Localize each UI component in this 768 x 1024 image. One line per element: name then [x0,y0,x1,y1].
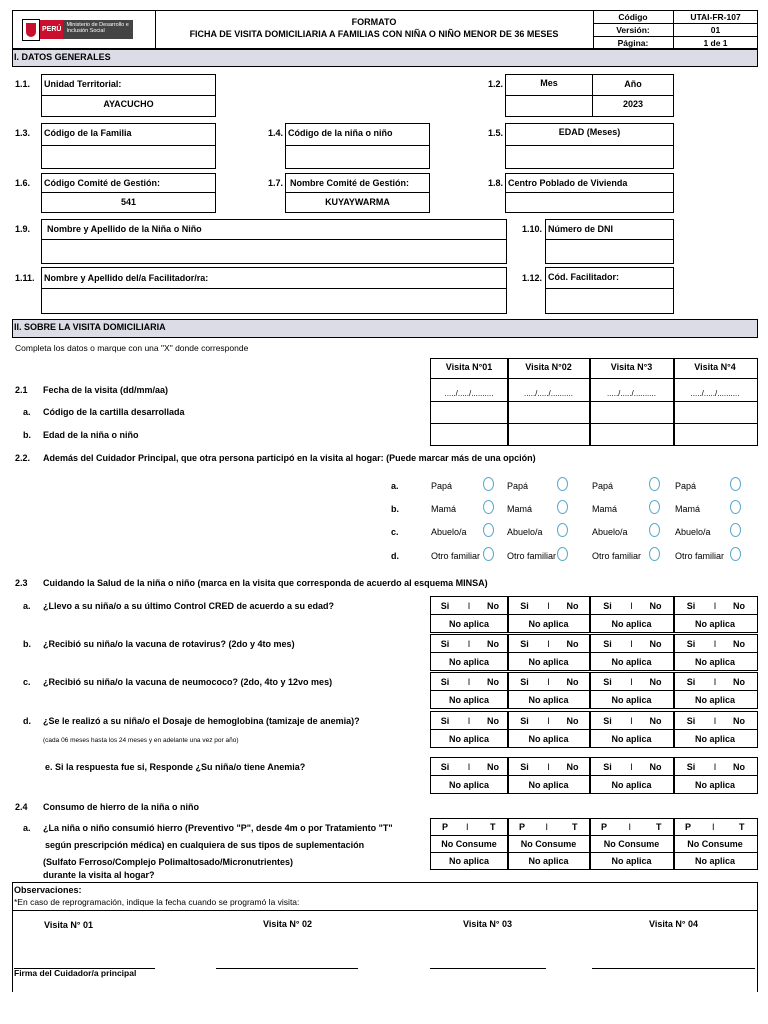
q2-3-item-1-visit-3-sep: I [630,601,633,611]
q2-3-item-2-letter: b. [23,639,31,649]
section2-title: II. SOBRE LA VISITA DOMICILIARIA [14,322,166,332]
q2-2-option-2-visit-4-label: Mamá [675,504,701,514]
f1-10-value-cell[interactable] [545,239,674,264]
q2-3-item-3-visit-1-noaplica: No aplica [448,695,489,705]
q2-3-item-1-visit-2-sep: I [547,601,550,611]
q2-3-item-2-visit-4-si: Si [686,639,696,649]
f1-7-num: 1.7. [268,178,284,188]
q2-3-item-4-visit-3-no: No [649,716,662,726]
q2-3-item-2-visit-1-si: Si [440,639,450,649]
q2-4-visit-2-noconsume: No Consume [520,839,577,849]
q2-1-label: Fecha de la visita (dd/mm/aa) [43,385,169,395]
firma-label: Firma del Cuidador/a principal [14,968,137,978]
q2-4-letter: a. [23,823,31,833]
q2-3-item-4-visit-3-noaplica: No aplica [611,734,652,744]
visit-3-row-3-cell[interactable] [589,423,675,446]
q2-4-visit-4-noconsume: No Consume [687,839,743,849]
visit-header-1: Visita N°01 [445,362,493,372]
q2-2-option-3-visit-3-label: Abuelo/a [592,527,628,537]
q2-3-item-3-visit-1-no: No [487,677,499,687]
q2-3-item-1-visit-4-sep: I [713,601,717,611]
footer-visit-3: Visita N° 03 [463,919,512,929]
q2-4-visit-3-p: P [601,822,608,832]
q2-4-visit-1-p: P [442,822,449,832]
q2-3-note-d: (cada 06 meses hasta los 24 meses y en adelante una vez por año) [43,737,239,744]
q2-3-item-5-visit-2-no: No [566,762,579,772]
q2-3-item-3-visit-1-si: Si [440,677,450,687]
q2-2-option-3-visit-1-label: Abuelo/a [431,527,467,537]
q2-3-item-2-visit-4-no: No [733,639,745,649]
q2-2-option-2-visit-2-radio-icon[interactable] [557,500,568,514]
f1-6-label: Código Comité de Gestión: [44,178,160,188]
f1-3-num: 1.3. [15,128,31,138]
q2-3-item-1-visit-4-noaplica: No aplica [694,619,735,629]
q2-2-option-1-visit-1-radio-icon[interactable] [483,477,494,491]
q2-3-item-4-visit-1-no: No [487,716,499,726]
logo-ministry: Ministerio de Desarrollo e Inclusión Social [63,20,133,39]
signature-line-4 [592,968,755,969]
q2-3-item-4-label: ¿Se le realizó a su niña/o el Dosaje de hemoglobina (tamizaje de anemia)? [43,716,360,726]
signature-line-3 [430,968,546,969]
q2-2-option-4-visit-1-label: Otro familiar [431,551,481,561]
q2-2-option-1-visit-3-radio-icon[interactable] [649,477,660,491]
f1-2-num: 1.2. [488,79,504,89]
q2-3-item-1-visit-2-no: No [566,601,579,611]
visit-header-3: Visita N°3 [610,362,653,372]
q2-3-item-3-visit-2-no: No [566,677,579,687]
q2-2-option-1-visit-4-radio-icon[interactable] [730,477,741,491]
version-label: Versión: [616,25,650,35]
f1-7-value: KUYAYWARMA [325,197,390,207]
q2-3-item-2-label: ¿Recibió su niña/o la vacuna de rotavirus? (2do y 4to mes) [43,639,295,649]
q2-1a-num: a. [23,407,31,417]
q2-2-option-3-visit-2-label: Abuelo/a [507,527,543,537]
visit-header-4: Visita N°4 [694,362,736,372]
q2-4-label: Consumo de hierro de la niña o niño [43,802,200,812]
q2-2-option-4-visit-1-radio-icon[interactable] [483,547,494,561]
f1-2-mes-label: Mes [540,78,558,88]
q2-2-option-letter-1: a. [391,481,399,491]
footer-visit-2: Visita N° 02 [263,919,312,929]
f1-9-label: Nombre y Apellido de la Niña o Niño [47,224,202,234]
q2-3-item-4-visit-2-no: No [566,716,579,726]
visit-3-date: ...../...../.......... [607,389,656,398]
q2-3-item-2-visit-3-si: Si [603,639,612,649]
visit-4-row-3-cell[interactable] [673,423,758,446]
q2-3-label: Cuidando la Salud de la niña o niño (marca en la visita que corresponda de acuerdo al esquema MINSA) [43,578,488,588]
q2-2-option-3-visit-3-radio-icon[interactable] [649,523,660,537]
q2-3-item-3-letter: c. [23,677,31,687]
q2-3-item-1-visit-3-no: No [649,601,662,611]
q2-4-visit-4-sep: I [712,822,715,832]
f1-12-value-cell[interactable] [545,288,674,314]
pagina-value: 1 de 1 [703,38,728,48]
signature-line-2 [216,968,358,969]
f1-8-value-cell[interactable] [505,192,674,213]
footer-visit-1: Visita N° 01 [44,920,93,930]
q2-3-item-3-label: ¿Recibió su niña/o la vacuna de neumococo? (2do, 4to y 12vo mes) [43,677,333,687]
q2-2-option-2-visit-4-radio-icon[interactable] [730,500,741,514]
q2-3-item-4-visit-1-si: Si [440,716,450,726]
q2-2-option-letter-2: b. [391,504,399,514]
f1-5-value-cell[interactable] [505,145,674,169]
q2-4-visit-1-sep: I [466,822,469,832]
visit-1-row-2-cell[interactable] [430,401,509,424]
q2-3-item-3-visit-1-sep: I [467,677,471,687]
q2-3-item-5-visit-1-no: No [487,762,499,772]
q2-4-line3: (Sulfato Ferroso/Complejo Polimaltosado/Micronutrientes) [43,857,294,867]
visit-2-row-2-cell[interactable] [507,401,591,424]
f1-2-anio-value: 2023 [622,99,644,109]
f1-2-anio-label: Año [624,79,642,89]
q2-4-line1: ¿La niña o niño consumió hierro (Preventivo "P", desde 4m o por Tratamiento "T" [43,823,393,833]
q2-3-item-2-visit-1-sep: I [467,639,471,649]
q2-2-option-1-visit-2-label: Papá [507,481,529,491]
visit-4-date: ...../...../.......... [690,389,740,398]
f1-8-num: 1.8. [488,178,504,188]
q2-3-item-1-letter: a. [23,601,31,611]
footer-visit-4: Visita N° 04 [649,919,698,929]
q2-4-visit-3-sep: I [628,822,632,832]
visit-4-row-2-cell[interactable] [673,401,758,424]
f1-9-num: 1.9. [15,224,31,234]
f1-6-value: 541 [120,197,137,207]
q2-3-item-1-visit-2-si: Si [520,601,529,611]
q2-3-item-3-visit-3-no: No [649,677,662,687]
f1-4-value-cell[interactable] [285,145,430,169]
q2-3-item-1-label: ¿Llevo a su niña/o a su último Control CRED de acuerdo a su edad? [43,601,335,611]
q2-2-option-3-visit-1-radio-icon[interactable] [483,523,494,537]
q2-3-item-2-visit-1-no: No [487,639,499,649]
q2-3-item-4-visit-2-noaplica: No aplica [528,734,569,744]
f1-10-num: 1.10. [522,224,543,234]
q2-1-num: 2.1 [15,385,28,395]
q2-4-visit-3-t: T [656,822,662,832]
q2-3-item-4-visit-4-noaplica: No aplica [694,734,735,744]
q2-2-option-2-visit-1-label: Mamá [431,504,457,514]
f1-6-num: 1.6. [15,178,31,188]
q2-2-option-2-visit-1-radio-icon[interactable] [483,500,494,514]
logo-country: PERÚ [40,20,63,39]
q2-4-visit-3-noconsume: No Consume [603,839,660,849]
section1-title: I. DATOS GENERALES [14,52,111,62]
f1-3-value-cell[interactable] [41,145,216,169]
q2-1a-label: Código de la cartilla desarrollada [43,407,185,417]
q2-4-visit-1-noconsume: No Consume [441,839,497,849]
f1-1-num: 1.1. [15,79,31,89]
q2-3-item-1-visit-1-si: Si [440,601,450,611]
q2-3-item-4-visit-4-no: No [733,716,745,726]
q2-3-item-5-visit-4-si: Si [686,762,696,772]
f1-10-label: Número de DNI [548,224,614,234]
q2-4-visit-4-noaplica: No aplica [694,856,735,866]
f1-7-label: Nombre Comité de Gestión: [290,178,410,188]
q2-4-visit-2-sep: I [545,822,549,832]
q2-4-visit-3-noaplica: No aplica [611,856,652,866]
q2-4-visit-1-noaplica: No aplica [448,856,489,866]
ministry-logo [22,17,139,42]
visit-1-date: ...../...../.......... [444,389,494,398]
q2-3-item-2-visit-2-no: No [566,639,579,649]
f1-12-num: 1.12. [522,273,543,283]
visit-3-row-2-cell[interactable] [589,401,675,424]
q2-2-option-4-visit-4-radio-icon[interactable] [730,547,741,561]
q2-3-item-2-visit-2-noaplica: No aplica [528,657,569,667]
q2-3-item-2-visit-4-noaplica: No aplica [694,657,735,667]
q2-3-item-5-visit-2-si: Si [520,762,529,772]
visit-2-date: ...../...../.......... [524,389,573,398]
f1-4-label: Código de la niña o niño [288,128,393,138]
q2-4-visit-2-p: P [519,822,526,832]
q2-3-item-1-visit-1-sep: I [467,601,471,611]
q2-3-item-3-visit-3-sep: I [630,677,633,687]
q2-3-item-5-visit-3-si: Si [603,762,612,772]
f1-5-num: 1.5. [488,128,504,138]
q2-3-item-5-visit-4-no: No [733,762,745,772]
f1-1-value: AYACUCHO [103,99,154,109]
q2-4-visit-4-t: T [739,822,745,832]
q2-3-item-2-visit-3-no: No [649,639,662,649]
q2-4-num: 2.4 [15,802,28,812]
q2-3-item-1-visit-1-no: No [487,601,499,611]
q2-3-num: 2.3 [15,578,28,588]
q2-3-item-5-visit-4-sep: I [713,762,717,772]
q2-1b-label: Edad de la niña o niño [43,430,139,440]
q2-3-item-1-visit-4-no: No [733,601,745,611]
q2-3-item-5-label: e. Si la respuesta fue si, Responde ¿Su niña/o tiene Anemia? [45,762,306,772]
q2-2-option-4-visit-2-label: Otro familiar [507,551,557,561]
instructions: Completa los datos o marque con una "X" donde corresponde [15,343,249,353]
q2-3-item-2-visit-2-sep: I [547,639,550,649]
q2-3-item-5-visit-3-no: No [649,762,662,772]
q2-3-item-4-visit-2-si: Si [520,716,529,726]
q2-2-num: 2.2. [15,453,31,463]
q2-3-item-1-visit-3-si: Si [603,601,612,611]
q2-3-item-3-visit-2-noaplica: No aplica [528,695,569,705]
q2-2-option-1-visit-4-label: Papá [675,481,697,491]
q2-2-option-letter-4: d. [391,551,399,561]
q2-2-option-4-visit-2-radio-icon[interactable] [557,547,568,561]
f1-11-label: Nombre y Apellido del/a Facilitador/ra: [44,273,209,283]
f1-12-label: Cód. Facilitador: [548,272,620,282]
q2-4-line2: según prescripción médica) en cualquiera de sus tipos de suplementación [45,840,365,850]
q2-3-item-4-visit-4-sep: I [713,716,717,726]
q2-3-item-3-visit-3-noaplica: No aplica [611,695,652,705]
q2-2-option-letter-3: c. [391,527,399,537]
q2-2-option-4-visit-3-label: Otro familiar [592,551,642,561]
q2-4-line4: durante la visita al hogar? [43,870,155,880]
q2-3-item-1-visit-1-noaplica: No aplica [448,619,489,629]
q2-3-item-4-visit-3-si: Si [603,716,612,726]
q2-2-option-4-visit-4-label: Otro familiar [675,551,725,561]
q2-2-option-2-visit-3-radio-icon[interactable] [649,500,660,514]
q2-2-option-3-visit-4-radio-icon[interactable] [730,523,741,537]
q2-4-visit-2-t: T [572,822,578,832]
f1-4-num: 1.4. [268,128,284,138]
q2-3-item-3-visit-4-sep: I [713,677,717,687]
q2-3-item-4-visit-1-noaplica: No aplica [448,734,489,744]
q2-4-visit-4-p: P [685,822,692,832]
f1-5-label: EDAD (Meses) [558,127,621,137]
q2-3-item-4-visit-1-sep: I [467,716,471,726]
q2-3-item-5-visit-2-noaplica: No aplica [528,780,569,790]
section1-header [12,49,758,67]
f1-9-value-cell[interactable] [41,239,507,264]
q2-3-item-4-letter: d. [23,716,31,726]
q2-3-item-3-visit-4-noaplica: No aplica [694,695,735,705]
q2-3-item-4-visit-3-sep: I [630,716,633,726]
codigo-value: UTAI-FR-107 [690,12,741,22]
observaciones-title: Observaciones: [14,885,82,895]
q2-3-item-3-visit-2-sep: I [547,677,550,687]
q2-2-option-3-visit-4-label: Abuelo/a [675,527,711,537]
codigo-label: Código [618,12,648,22]
q2-3-item-1-visit-3-noaplica: No aplica [611,619,652,629]
q2-3-item-3-visit-3-si: Si [603,677,612,687]
visit-header-2: Visita N°02 [525,362,572,372]
q2-3-item-5-visit-3-noaplica: No aplica [611,780,652,790]
f1-11-value-cell[interactable] [41,288,507,314]
q2-3-item-5-visit-3-sep: I [630,762,633,772]
q2-3-item-5-visit-2-sep: I [547,762,550,772]
q2-2-option-1-visit-1-label: Papá [431,481,453,491]
q2-3-item-5-visit-1-sep: I [467,762,471,772]
pagina-label: Página: [617,38,649,48]
q2-2-option-2-visit-2-label: Mamá [507,504,533,514]
q2-2-option-4-visit-3-radio-icon[interactable] [649,547,660,561]
version-value: 01 [710,25,721,35]
q2-2-option-2-visit-3-label: Mamá [592,504,618,514]
q2-3-item-5-visit-4-noaplica: No aplica [694,780,735,790]
q2-3-item-2-visit-1-noaplica: No aplica [448,657,489,667]
q2-3-item-3-visit-4-no: No [733,677,745,687]
form-subtitle: FICHA DE VISITA DOMICILIARIA A FAMILIAS CON NIÑA O NIÑO MENOR DE 36 MESES [189,29,559,39]
f1-8-label: Centro Poblado de Vivienda [508,178,628,188]
q2-3-item-2-visit-3-sep: I [630,639,633,649]
q2-3-item-2-visit-2-si: Si [520,639,529,649]
q2-3-item-2-visit-4-sep: I [713,639,717,649]
visit-2-row-3-cell[interactable] [507,423,591,446]
observaciones-note: *En caso de reprogramación, indique la fecha cuando se programó la visita: [14,897,300,907]
q2-3-item-5-visit-1-si: Si [440,762,450,772]
q2-2-option-1-visit-2-radio-icon[interactable] [557,477,568,491]
f1-3-label: Código de la Familia [44,128,132,138]
q2-2-label: Además del Cuidador Principal, que otra persona participó en la visita al hogar: (Puede marcar más de una opción) [43,453,536,463]
q2-3-item-1-visit-4-si: Si [686,601,696,611]
q2-3-item-2-visit-3-noaplica: No aplica [611,657,652,667]
visit-1-row-3-cell[interactable] [430,423,509,446]
q2-3-item-3-visit-4-si: Si [686,677,696,687]
f1-1-label: Unidad Territorial: [44,79,122,89]
q2-2-option-1-visit-3-label: Papá [592,481,614,491]
q2-3-item-4-visit-4-si: Si [686,716,696,726]
q2-3-item-4-visit-2-sep: I [547,716,550,726]
q2-1b-num: b. [23,430,31,440]
f1-11-num: 1.11. [15,273,35,283]
q2-2-option-3-visit-2-radio-icon[interactable] [557,523,568,537]
q2-4-visit-1-t: T [490,822,496,832]
form-title: FORMATO [351,17,397,27]
peru-shield-icon [22,19,40,41]
q2-4-visit-2-noaplica: No aplica [528,856,569,866]
f1-2-mes-cell[interactable] [505,95,593,117]
q2-3-item-3-visit-2-si: Si [520,677,529,687]
q2-3-item-5-visit-1-noaplica: No aplica [448,780,489,790]
q2-3-item-1-visit-2-noaplica: No aplica [528,619,569,629]
